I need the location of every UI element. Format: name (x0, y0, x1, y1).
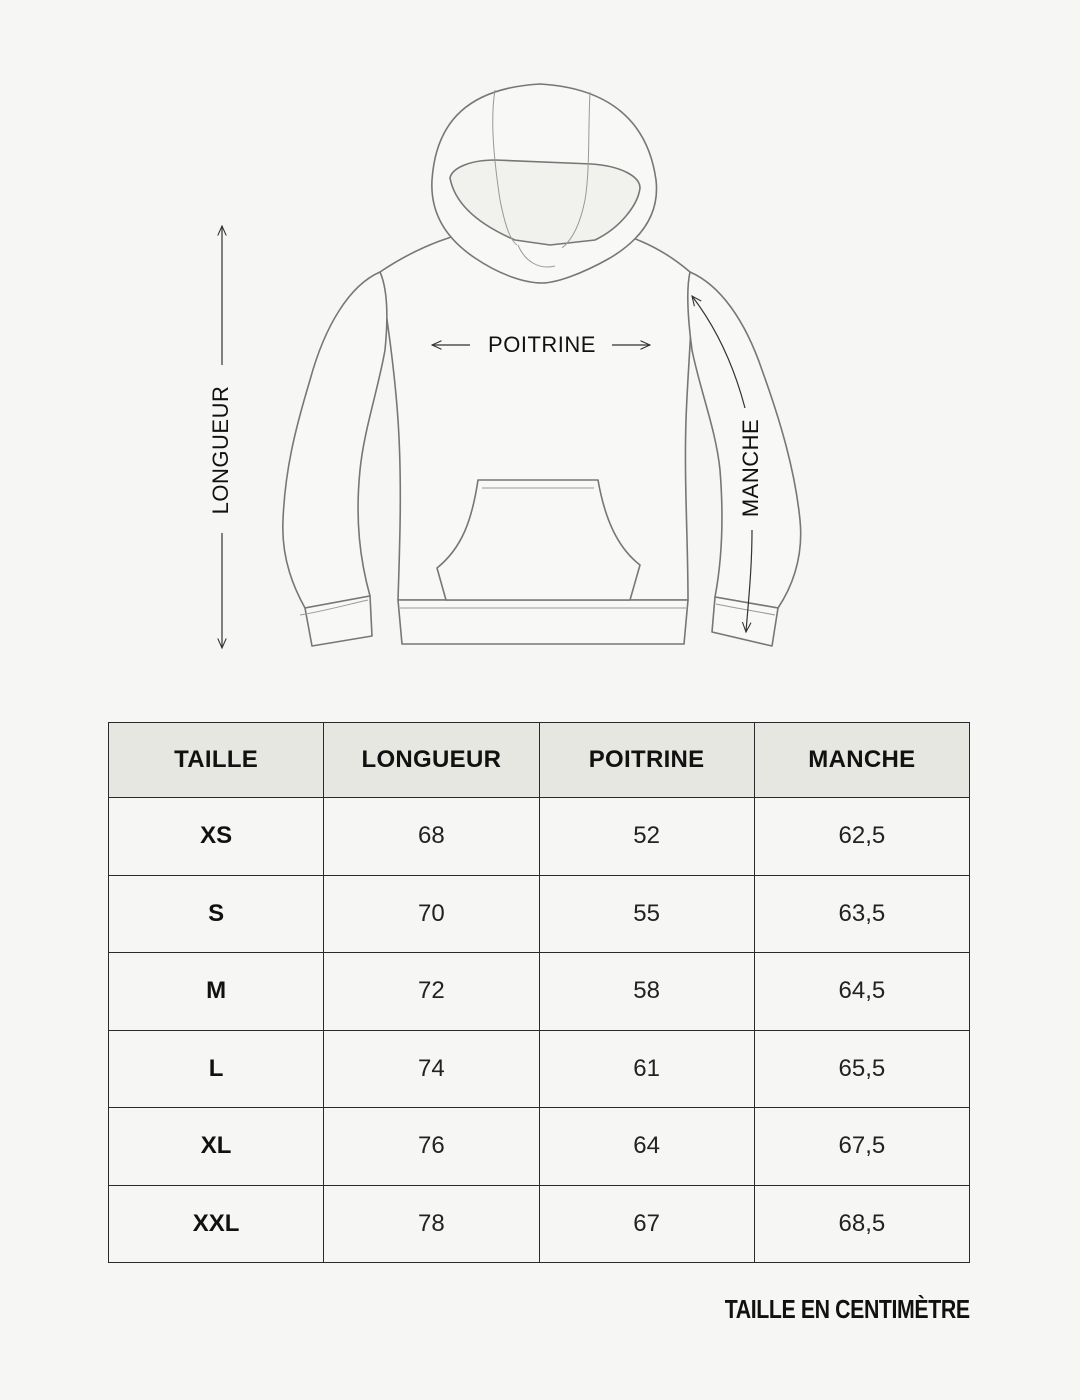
chest-cell: 52 (539, 798, 754, 876)
chest-cell: 58 (539, 953, 754, 1031)
size-cell: XXL (109, 1185, 324, 1263)
header-length: LONGUEUR (324, 723, 539, 798)
length-label: LONGUEUR (207, 385, 233, 515)
table-row (109, 1030, 970, 1108)
length-cell: 72 (324, 953, 539, 1031)
sleeve-cell: 64,5 (754, 953, 969, 1031)
hoodie-outline (283, 84, 801, 646)
sleeve-cell: 67,5 (754, 1108, 969, 1186)
size-cell: M (109, 953, 324, 1031)
chest-cell: 55 (539, 875, 754, 953)
table-row (109, 875, 970, 953)
unit-footnote: TAILLE EN CENTIMÈTRE (725, 1294, 970, 1324)
table-row (109, 953, 970, 1031)
sleeve-label: MANCHE (737, 418, 763, 518)
header-sleeve: MANCHE (754, 723, 969, 798)
table-row (109, 798, 970, 876)
table-header-row (109, 723, 970, 798)
size-cell: XL (109, 1108, 324, 1186)
chest-label: POITRINE (488, 331, 596, 357)
size-cell: XS (109, 798, 324, 876)
length-cell: 74 (324, 1030, 539, 1108)
sleeve-cell: 65,5 (754, 1030, 969, 1108)
chest-cell: 61 (539, 1030, 754, 1108)
header-size: TAILLE (109, 723, 324, 798)
length-cell: 68 (324, 798, 539, 876)
size-table (108, 722, 970, 1263)
size-cell: L (109, 1030, 324, 1108)
length-cell: 78 (324, 1185, 539, 1263)
length-cell: 76 (324, 1108, 539, 1186)
table-row (109, 1185, 970, 1263)
chest-cell: 64 (539, 1108, 754, 1186)
chest-cell: 67 (539, 1185, 754, 1263)
length-cell: 70 (324, 875, 539, 953)
size-cell: S (109, 875, 324, 953)
sleeve-cell: 62,5 (754, 798, 969, 876)
sleeve-cell: 63,5 (754, 875, 969, 953)
header-chest: POITRINE (539, 723, 754, 798)
table-row (109, 1108, 970, 1186)
sleeve-cell: 68,5 (754, 1185, 969, 1263)
